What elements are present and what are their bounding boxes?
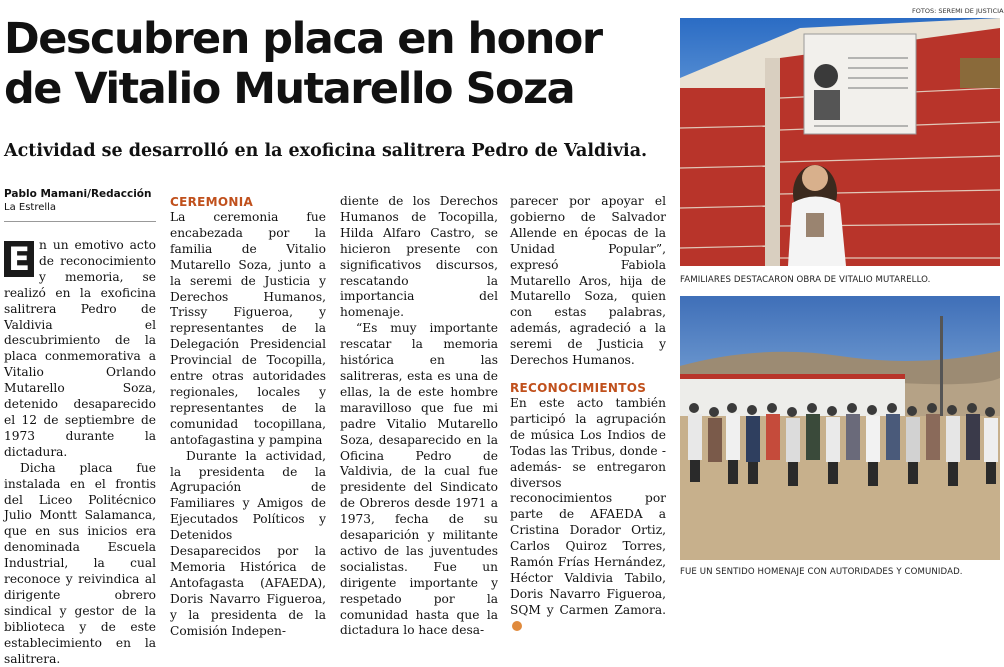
- byline-outlet: La Estrella: [4, 202, 57, 213]
- paragraph-7: parecer por apoyar el gobierno de Salvador Allende en épocas de la Unidad Popular”, expresó Fabiola Mutarello Aros, hija de Mutarello Soza, quien con estas palabras, además, agradeció a la seremi de Justicia y Derechos Humanos.: [510, 194, 666, 368]
- end-mark-icon: [512, 621, 522, 631]
- headline-line-2: de Vitalio Mutarello Soza: [4, 64, 575, 114]
- drop-cap: E: [4, 241, 34, 277]
- headline-line-1: Descubren placa en honor: [4, 14, 602, 64]
- paragraph-6: “Es muy importante rescatar la memoria histórica en las salitreras, esta es una de ellas, la de este hombre maravilloso que fue mi padre Vitalio Mutarello Soza, desaparecido en la Oficina Pedro de Valdivia, de la cual fue presidente del Sindicato de Obreros desde 1971 a 1973, fecha de su desaparición y militante activo de las juventudes socialistas. Fue un dirigente importante y respetado por la comunidad hasta que la dictadura lo hace desa-: [340, 321, 498, 638]
- paragraph-3: La ceremonia fue encabezada por la familia de Vitalio Mutarello Soza, junto a la seremi de Justicia y Derechos Humanos, Trissy Figueroa, y representantes de la Delegación Presidencial Provincial de Tocopilla, entre otras autoridades regionales, locales y representantes de la comunidad tocopillana, antofagastina y pampina: [170, 210, 326, 447]
- paragraph-4: Durante la actividad, la presidenta de la Agrupación de Familiares y Amigos de Ejecutados Políticos y Detenidos Desaparecidos por la Memoria Histórica de Antofagasta (AFAEDA), Doris Navarro Figueroa, y la presidenta de la Comisión Indepen-: [170, 448, 326, 638]
- headline: [4, 14, 668, 114]
- paragraph-5: diente de los Derechos Humanos de Tocopilla, Hilda Alfaro Castro, se hicieron presente con significativos discursos, rescatando la importancia del homenaje.: [340, 194, 498, 320]
- photo-plaque-and-family: [680, 18, 1000, 266]
- article-column-1: [4, 238, 156, 667]
- section-heading-ceremonia: CEREMONIA: [170, 195, 254, 209]
- photo-credit: FOTOS: SEREMI DE JUSTICIA: [912, 7, 1004, 15]
- photo-plaque-illustration: [680, 18, 1000, 266]
- paragraph-8: [510, 396, 666, 635]
- paragraph-1-text: n un emotivo acto de reconocimiento y memoria, se realizó en la exoficina salitrera Pedro de Valdivia el descubrimiento de la placa conmemorativa a Vitalio Orlando Mutarello Soza, detenido desaparecido el 12 de septiembre de 1973 durante la dictadura.: [4, 238, 156, 459]
- paragraph-1: [4, 238, 156, 461]
- byline-author: Pablo Mamani/Redacción: [4, 188, 152, 200]
- article-column-3: [340, 194, 498, 639]
- byline: [4, 188, 156, 213]
- photo-group-illustration: [680, 296, 1000, 560]
- paragraph-2: Dicha placa fue instalada en el frontis del Liceo Politécnico Julio Montt Salamanca, que en sus inicios era denominada Escuela Industrial, la cual reconoce y reivindica al dirigente obrero sindical y gestor de la biblioteca y de este establecimiento en la salitrera.: [4, 460, 156, 666]
- section-heading-reconocimientos: RECONOCIMIENTOS: [510, 380, 647, 395]
- subheadline: Actividad se desarrolló en la exoficina salitrera Pedro de Valdivia.: [4, 141, 648, 161]
- byline-divider: [4, 221, 156, 222]
- article-column-2: [170, 194, 326, 639]
- paragraph-8-text: En este acto también participó la agrupación de música Los Indios de Todas las Tribus, donde -además- se entregaron diversos reconocimientos por parte de AFAEDA a Cristina Dorador Ortiz, Carlos Quiroz Torres, Ramón Frías Hernández, Héctor Valdivia Tabilo, Doris Navarro Figueroa, SQM y Carmen Zamora.: [510, 395, 666, 617]
- article-column-4: [510, 194, 666, 635]
- photo-caption-1: FAMILIARES DESTACARON OBRA DE VITALIO MUTARELLO.: [680, 275, 931, 285]
- photo-caption-2: FUE UN SENTIDO HOMENAJE CON AUTORIDADES Y COMUNIDAD.: [680, 567, 963, 577]
- photo-group-homage: [680, 296, 1000, 560]
